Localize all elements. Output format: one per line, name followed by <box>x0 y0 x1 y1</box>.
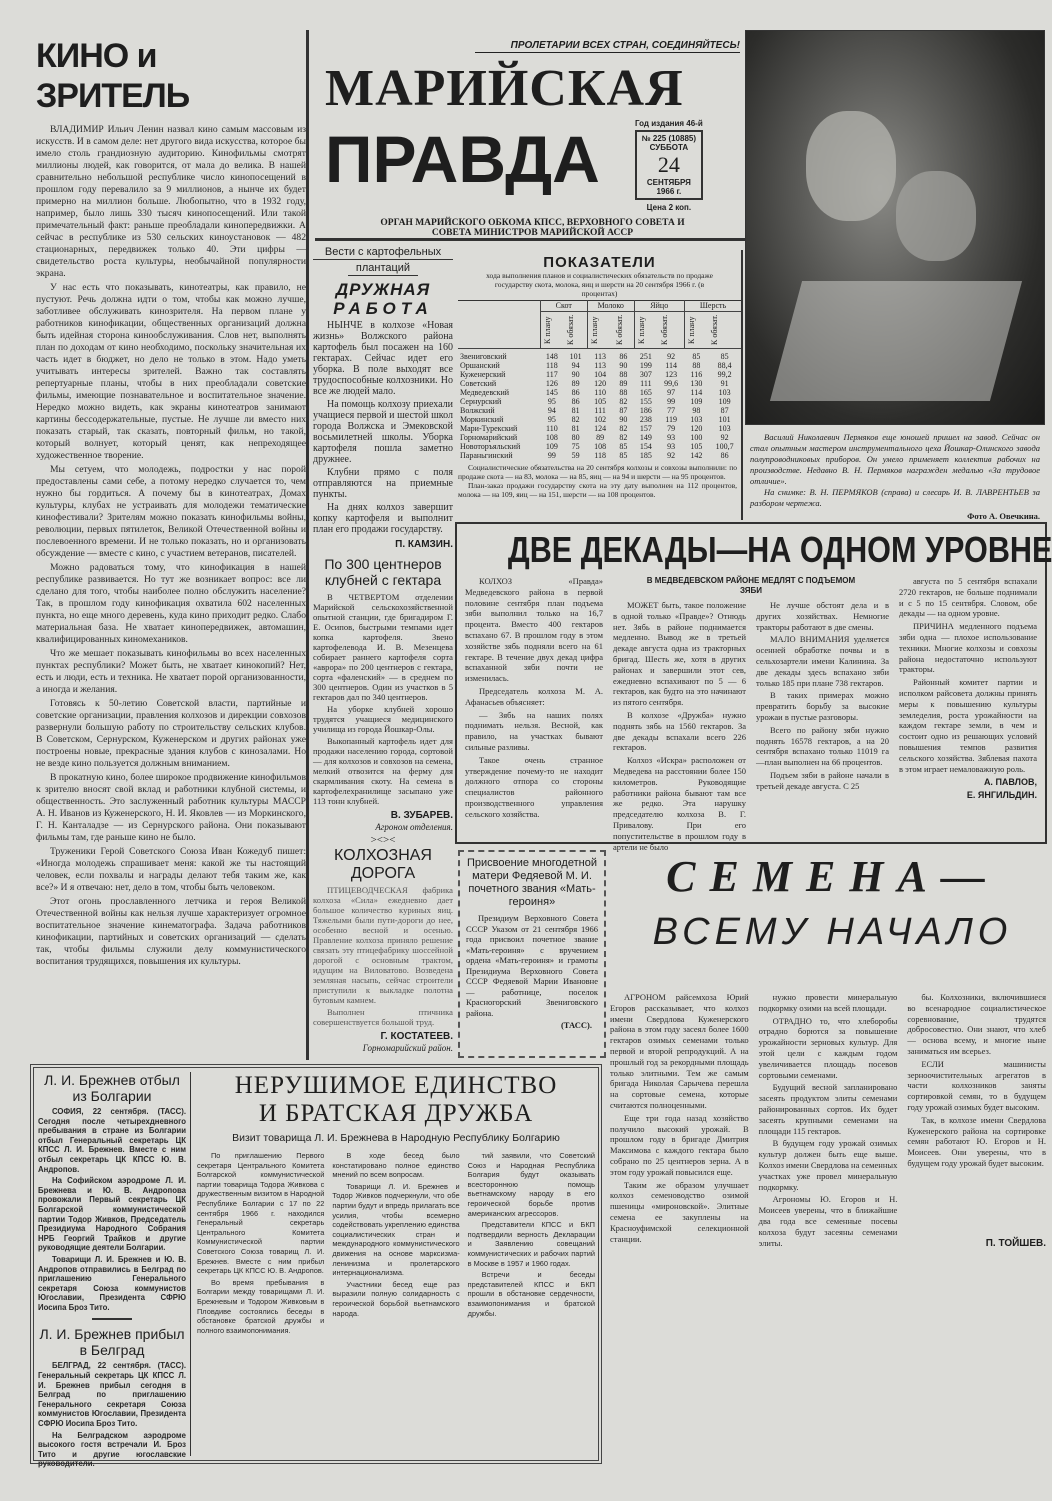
table-cell: 86 <box>571 388 580 397</box>
paragraph: Так, в колхозе имени Свердлова Куженерского района на сортировке семян работают Ю. Егоров и Н. Моисеев. Они уверены, что в будущем году урожай будет высоким. <box>907 1114 1047 1168</box>
table-row <box>458 424 741 433</box>
table-cell: 82 <box>619 397 628 406</box>
paragraph: В прокатную кино, более широкое продвижение кинофильмов к зрителю вносят свой вклад и работники клубной системы, и общественность. Это заслуженный работник культуры МАССР А. Н. Иванов из Куженерского, Н. И. Яковлев — из Моркинского, Г. Н. Канталадзе — из Сернурского района. Они показывают фильмы там, где раньше кино не было. <box>36 772 306 843</box>
table-cell: 116 <box>690 370 703 379</box>
table-cell: 251 <box>639 352 652 361</box>
table-cell: 89 <box>571 379 580 388</box>
paragraph: Что же мешает показывать кинофильмы во всех населенных пунктах республики? Может быть, не хватает кинокопий? Нет, есть и люди, есть и техника. Не хватает порой организованности, а иногда и желания. <box>36 648 306 695</box>
day: 24 <box>657 152 680 177</box>
table-cell: 157 <box>639 424 652 433</box>
semena-body <box>610 992 1046 1250</box>
table-cell: 89 <box>619 379 628 388</box>
table-cell: 118 <box>546 361 558 370</box>
author: В. ЗУБАРЕВ. <box>390 810 453 821</box>
paragraph: — Зябь на наших полях поднимать нельзя. Весной, как правило, на участках бывают сильные разливы. <box>465 709 603 752</box>
kino-headline: КИНО и ЗРИТЕЛЬ <box>36 37 190 115</box>
column <box>759 992 898 1250</box>
table-cell: 108 <box>545 433 558 442</box>
paragraph: ВЛАДИМИР Ильич Ленин назвал кино самым массовым из искусств. И в самом деле: нет другого вида искусства, которое бы имело столь грандиозную аудиторию. Кинофильмы смотрят миллионы людей, как говорится, от мала до велика. В нашей сравнительно небольшой республике число кинопосещений в прошлом году перевалило за 9 миллионов, а нынче их будет примерно на миллион больше. Любопытно, что в 1932 году, например, было лишь 330 тысяч кинопосещений. Или такой примечательный факт: раньше преобладали кинопередвижки. А сейчас в республике из 530 сельских киноустановок — 482 стационарных, передвижек только 40. Эти цифры — свидетельство роста культуры, необычайной популярности экрана. <box>36 124 306 279</box>
table-cell: 85 <box>720 352 729 361</box>
pokazateli-table <box>458 300 741 460</box>
paragraph: нужно провести минеральную подкормку озими на всей площади. <box>758 992 898 1013</box>
semena-headline <box>620 852 1045 954</box>
source: (ТАСС). <box>560 1020 592 1030</box>
district-name: Куженерский <box>460 370 506 379</box>
column-rule <box>306 30 309 1060</box>
month: СЕНТЯБРЯ <box>646 178 691 187</box>
headline: ДОРОГА <box>350 865 416 882</box>
table-cell: 91 <box>720 379 729 388</box>
table-cell: 117 <box>546 370 558 379</box>
table-subtitle: хода выполнения планов и социалистических обязательств по продаже государству скота, молока, яиц и шерсти на 20 сентября 1966 г. (в процентах) <box>486 271 713 298</box>
table-row <box>458 442 741 451</box>
paragraph: Встречи и беседы представителей КПСС и БКП прошли в обстановке сердечности, взаимопонимания и братской дружбы. <box>467 1270 595 1318</box>
paragraph: Районный комитет партии и исполком райсовета должны принять меры к повышению культуры земледелия, роста урожайности на каждом гектаре земли, в чем и состоит одно из решающих условий повышения темпов развития сельского хозяйства. Зяблевая пахота в этом играет немаловажную роль. <box>899 677 1037 774</box>
table-cell: 99,2 <box>717 370 732 379</box>
column <box>197 1151 324 1337</box>
subhead: Визит товарища Л. И. Брежнева в Народную Республику Болгарию <box>232 1132 560 1144</box>
author: А. ПАВЛОВ, <box>983 777 1037 788</box>
table-cell: 113 <box>594 352 606 361</box>
table-cell: 81 <box>571 424 580 433</box>
paragraph: Выполнен птичника совершенствуется большой труд. <box>313 1007 453 1027</box>
column-subheader: К обязат. <box>659 314 669 346</box>
district-name: Параньгинский <box>460 451 513 460</box>
table-cell: 105 <box>594 397 607 406</box>
paragraph: МОЖЕТ быть, такое положение в одной только «Правде»? Отнюдь нет. Зябь в районе поднимается медленно. Вывод же в третьей декаде августа одна из тракторных бригад. Шесть же, хотя в других районах и завершили этот сев, ежедневно вспахивают по 5 — 6 гектаров, как будто на это начинают из пятого сентября. <box>613 600 746 708</box>
paragraph: Мы сетуем, что молодежь, подростки у нас порой предоставлены сами себе, а потому нередко случается то, чем нужно бы гордиться. А почему бы в кинотеатрах, Домах культуры, клубах не устраивать для молодежи тематические кинофестивали? Зрителям можно показать кинофильмы войны, революции, первых пятилеток, Великой Отечественной войны и послевоенного времени. И не только показать, но и организовать обсуждение — вместе с кино, с участием ветеранов, писателей. <box>36 464 306 559</box>
table-cell: 99 <box>547 451 556 460</box>
headline: ДРУЖНАЯ <box>335 280 431 299</box>
district-name: Советский <box>460 379 497 388</box>
table-cell: 77 <box>667 406 676 415</box>
table-cell: 101 <box>569 352 582 361</box>
table-cell: 307 <box>639 370 652 379</box>
subhead: В МЕДВЕДЕВСКОМ РАЙОНЕ МЕДЛЯТ С ПОДЪЕМОМ ЗЯБИ <box>646 576 856 595</box>
table-cell: 86 <box>619 352 628 361</box>
masthead-organ: ОРГАН МАРИЙСКОГО ОБКОМА КПСС, ВЕРХОВНОГО СОВЕТА И СОВЕТА МИНИСТРОВ МАРИЙСКОЙ АССР <box>380 218 685 238</box>
table-cell: 82 <box>619 433 628 442</box>
table-cell: 110 <box>594 388 606 397</box>
table-cell: 111 <box>640 379 652 388</box>
table-cell: 85 <box>619 451 628 460</box>
table-cell: 98 <box>692 406 701 415</box>
table-row <box>458 349 741 362</box>
table-cell: 90 <box>619 361 628 370</box>
headline: НЕРУШИМОЕ ЕДИНСТВО <box>234 1072 558 1099</box>
table-cell: 124 <box>594 424 607 433</box>
column-rule <box>190 1072 191 1456</box>
notice-title: Присвоение многодетной матери Федяевой М. И. почетного звания «Мать-героиня» <box>467 857 597 908</box>
paragraph: КОЛХОЗ «Правда» Медведевского района в первой половине сентября план подъема зяби выполнил только на 16,7 процента. Вместо 400 гектаров вспахано 67. В прошлом году в этом хозяйстве зябь подняли всего на 61 гектаре. В течение двух декад цифра вспаханной зяби почти не изменилась. <box>465 576 603 684</box>
paragraph: БЕЛГРАД, 22 сентября. (ТАСС). Генеральный секретарь ЦК КПСС Л. И. Брежнев прибыл сегодня в Белград по приглашению Генерального секретаря Союза коммунистов Югославии, Президента СФРЮ Иосипа Броз Тито. <box>38 1361 186 1429</box>
table-cell: 118 <box>594 451 606 460</box>
table-cell: 119 <box>665 415 677 424</box>
table-row <box>458 415 741 424</box>
table-cell: 86 <box>571 397 580 406</box>
column <box>465 576 603 854</box>
price: Цена 2 коп. <box>646 203 692 212</box>
pokazateli-table-block <box>458 250 743 520</box>
paragraph: Колхоз «Искра» расположен от Медведева на расстоянии более 150 километров. Руководящие работники района бывают там все же редко. Эта нарушку председателю колхоза В. Г. Привалову. При его попустительстве в прошлом году в артели не было <box>613 755 746 852</box>
divider <box>92 1318 132 1320</box>
paragraph: В ходе бесед было констатировано полное единство мнений по всем вопросам. <box>332 1151 460 1180</box>
paragraph: Таким же образом улучшает колхоз семеноводство озимой пшеницы «мироновской». Элитные семена ее закуплены на Красноуфимской селекционной станции. <box>610 1179 749 1244</box>
table-cell: 88,4 <box>717 361 732 370</box>
table-row <box>458 406 741 415</box>
photo-caption <box>750 432 1040 522</box>
paragraph: На Софийском аэродроме Л. И. Брежнева и Ю. В. Андропова провожали Первый секретарь ЦК Болгарской коммунистической партии Тодор Живков, Председатель Президиума Народного Собрания НРБ Георгий Трайков и другие руководящие деятели Болгарии. <box>38 1176 186 1253</box>
paragraph: На днях колхоз завершит копку картофеля и выполнит план его продажи государству. <box>313 502 453 535</box>
paragraph: ПТИЦЕВОДЧЕСКАЯ фабрика колхоза «Сила» ежедневно дает большое количество куриных яиц. Тяжелыми были пути-дороги до нее, особенно весной и осенью. Правление колхоза приняло решение связать эту птицефабрику шоссейной дорогой с основным трактом, идущим на Виловатово. Возведена земляная насыпь, сейчас строители приступили к выкладке полотна бутовым камнем. <box>313 885 453 1005</box>
table-cell: 92 <box>667 352 676 361</box>
photo-credit: Фото А. Овечкина. <box>967 511 1040 521</box>
author: Е. ЯНГИЛЬДИН. <box>966 790 1037 801</box>
table-cell: 149 <box>639 433 652 442</box>
paragraph: Будущий весной запланировано засеять продуктом элиты семенами районированных сортов. Их будет засеять крупными семенами на площади 115 гектаров. <box>758 1082 898 1136</box>
table-cell: 85 <box>692 352 701 361</box>
table-cell: 92 <box>720 433 729 442</box>
table-cell: 85 <box>619 442 628 451</box>
table-cell: 114 <box>690 388 703 397</box>
district-name: Оршанский <box>460 361 500 370</box>
table-cell: 109 <box>690 397 703 406</box>
paragraph: Председатель колхоза М. А. Афанасьев объясняет: <box>465 685 603 707</box>
masthead-slogan: ПРОЛЕТАРИИ ВСЕХ СТРАН, СОЕДИНЯЙТЕСЬ! <box>475 40 740 53</box>
headline: РАБОТА <box>333 299 433 318</box>
paragraph: Такое очень странное утверждение почему-то не находит должного отпора со стороны специалистов районного производственного управления сельского хозяйства. <box>465 754 603 819</box>
column-subheader: К плану <box>590 316 600 344</box>
paragraph: На уборке клубней хорошо трудятся учащиеся медицинского училища из города Йошкар-Олы. <box>313 704 453 734</box>
paragraph: ОТРАДНО то, что хлеборобы отрадно борются за повышение урожайности зерновых культур. Для этой цели с каждым годом увеличивается площадь посевов сортовыми семенами. <box>758 1015 898 1080</box>
district-name: Волжский <box>460 406 495 415</box>
paragraph: Этот огонь прославленного летчика и героя Великой Отечественной войны как нельзя лучше характеризует огромное воспитательное значение кинематографа. Задача работников кинофикации, партийных и советских организаций — сделать так, чтобы фильмы служили делу коммунистического воспитания трудящихся, повышения их культуры. <box>36 896 306 967</box>
masthead-title-2: ПРАВДА <box>325 122 600 196</box>
headline: По 300 центнеров клубней с гектара <box>324 556 442 588</box>
district-name: Звениговский <box>460 352 507 361</box>
paragraph: Клубни прямо с поля отправляются на приемные пункты. <box>313 467 453 500</box>
news-body <box>38 1361 186 1469</box>
paragraph: СОФИЯ, 22 сентября. (ТАСС). Сегодня после четырехдневного пребывания в стране из Болгарии отбыл Генеральный секретарь ЦК КПСС Л. И. Брежнев. Вместе с ним отбыл секретарь ЦК КПСС Ю. В. Андропов. <box>38 1107 186 1174</box>
table-cell: 99 <box>667 397 676 406</box>
column <box>610 992 749 1250</box>
table-cell: 88 <box>619 370 628 379</box>
table-cell: 103 <box>718 424 731 433</box>
paragraph: На помощь колхозу приехали учащиеся первой и шестой школ города Волжска и Эмековской восьмилетней школы. Уборка картофеля пошла заметно дружнее. <box>313 399 453 465</box>
headline: Л. И. Брежнев прибыл в Белград <box>39 1326 185 1359</box>
table-cell: 82 <box>571 415 580 424</box>
paragraph: Участники бесед еще раз выразили полную солидарность с героической борьбой вьетнамского народа. <box>332 1279 460 1318</box>
table-cell: 199 <box>639 361 652 370</box>
district-name: Горномарийский <box>460 433 518 442</box>
ornament-icon: ><>< <box>370 834 396 846</box>
table-cell: 126 <box>545 379 558 388</box>
table-cell: 186 <box>639 406 652 415</box>
column <box>468 1151 595 1337</box>
notice-text: Президиум Верховного Совета СССР Указом от 21 сентября 1966 года присвоил почетное звание «Мать-героиня» с вручением ордена «Мать-героиня» и грамоты Президиума Верховного Совета СССР Федяевой Марии Ивановне — работнице, поселок Красногорский Звениговского района. <box>466 913 598 1018</box>
table-cell: 130 <box>690 379 703 388</box>
table-cell: 59 <box>571 451 580 460</box>
kino-article <box>36 36 306 970</box>
table-row <box>458 370 741 379</box>
kino-body <box>36 124 306 968</box>
table-cell: 81 <box>571 406 580 415</box>
table-cell: 165 <box>639 388 652 397</box>
table-row <box>458 451 741 460</box>
column <box>907 992 1046 1234</box>
paragraph: По приглашению Первого секретаря Центрального Комитета Болгарской коммунистической партии товарища Тодора Живкова с дружественным визитом в Народной Республике Болгарии с 17 по 22 сентября 1966 г. находился Генеральный секретарь Центрального Комитета Коммунистической партии Советского Союза товарищ Л. И. Брежнев. Вместе с ним прибыл секретарь ЦК КПСС Ю. В. Андропов. <box>197 1151 325 1276</box>
table-cell: 80 <box>571 433 580 442</box>
column-subheader: К плану <box>687 316 696 344</box>
table-cell: 109 <box>545 442 558 451</box>
table-cell: 120 <box>594 379 607 388</box>
district-name: Новоторъяльский <box>460 442 521 451</box>
table-cell: 86 <box>720 451 729 460</box>
column-group-header: Шерсть <box>685 301 742 312</box>
table-cell: 148 <box>545 352 558 361</box>
caption-on-picture: На снимке: В. Н. ПЕРМЯКОВ (справа) и слесарь И. В. ЛАВРЕНТЬЕВ за разбором чертежа. <box>750 487 1040 508</box>
district-name: Медведевский <box>460 388 510 397</box>
table-cell: 97 <box>667 388 676 397</box>
article-body <box>313 592 453 806</box>
table-row <box>458 388 741 397</box>
table-cell: 88 <box>619 388 628 397</box>
paragraph: Агрономы Ю. Егоров и Н. Моисеев уверены, что в ближайшие два года все семенные посевы колхоза будут засеяны семенами элиты. <box>758 1194 898 1248</box>
table-cell: 123 <box>665 370 678 379</box>
masthead-title-1: МАРИЙСКАЯ <box>325 60 684 117</box>
headline: СЕМЕНА— <box>666 852 999 901</box>
issue-box <box>635 130 703 200</box>
year-date: 1966 г. <box>656 187 682 196</box>
table-cell: 100,7 <box>715 442 734 451</box>
table-cell: 154 <box>639 442 652 451</box>
paragraph: Представители КПСС и БКП подтвердили верность Декларации и Заявлению совещаний коммунистических и рабочих партий в Москве в 1957 и 1960 годах. <box>467 1220 595 1268</box>
table-cell: 92 <box>667 451 676 460</box>
table-cell: 87 <box>619 406 628 415</box>
paragraph: Во время пребывания в Болгарии между товарищами Л. И. Брежневым и Тодором Живковым в Пловдиве состоялись беседы в обстановке братской дружбы и полного взаимопонимания. <box>197 1277 325 1335</box>
table-cell: 101 <box>718 415 731 424</box>
paragraph: ЕСЛИ машинисты зерноочистительных агрегатов в части колхозников заняты сортировкой семян, то в будущем году урожай озимых будет высоким. <box>907 1058 1047 1112</box>
district-name: Моркинский <box>460 415 504 424</box>
table-cell: 103 <box>718 388 731 397</box>
table-cell: 113 <box>594 361 606 370</box>
table-row <box>458 433 741 442</box>
table-cell: 95 <box>547 397 556 406</box>
headline: И БРАТСКАЯ ДРУЖБА <box>258 1100 534 1127</box>
paragraph: На Белградском аэродроме высокого гостя встречали И. Броз Тито и другие югославские руководители. <box>38 1430 186 1469</box>
issue-number: № 225 (10885) <box>641 134 697 143</box>
brezhnev-side-news <box>38 1072 186 1471</box>
headline: ВСЕМУ НАЧАЛО <box>652 911 1013 953</box>
district-name: Мари-Турекский <box>460 424 518 433</box>
district-name: Сернурский <box>460 397 502 406</box>
paragraph: Можно радоваться тому, что кинофикация в нашей республике развивается. Но тут же возникает вопрос: все ли сделано для того, чтобы наиболее полно обслужить население? Так, в прошлом году кинофикация охватила 602 населенных пункта, но еще много деревень, куда кино приходит редко. Слабо материальная база. Не хватает кинопередвижек, автомашин, квалифицированных киномехаников. <box>36 562 306 645</box>
table-cell: 89 <box>596 433 605 442</box>
table-cell: 105 <box>690 442 703 451</box>
table-cell: 114 <box>665 361 677 370</box>
column <box>613 600 746 854</box>
table-cell: 88 <box>692 361 701 370</box>
paragraph: Не лучше обстоят дела и в других хозяйствах. Немногие тракторы работают в две смены. <box>756 600 889 632</box>
table-cell: 95 <box>547 415 556 424</box>
column-subheader: К обязат. <box>614 314 624 346</box>
headline: Л. И. Брежнев отбыл из Болгарии <box>44 1072 180 1104</box>
paragraph: НЫНЧЕ в колхозе «Новая жизнь» Волжского района картофель был посажен на 160 гектарах. Сейчас идет его уборка. В поле выходят все трудоспособные колхозники. Но все же людей мало. <box>313 320 453 397</box>
masthead <box>325 40 740 238</box>
table-cell: 185 <box>639 451 652 460</box>
table-cell: 111 <box>594 406 606 415</box>
column <box>756 600 889 854</box>
table-cell: 109 <box>718 397 731 406</box>
table-cell: 108 <box>594 442 607 451</box>
table-row <box>458 379 741 388</box>
table-row <box>458 361 741 370</box>
rubric: Вести с картофельных <box>313 246 453 260</box>
author: П. ТОЙШЕВ. <box>985 1238 1047 1250</box>
column-group-header: Яйцо <box>634 301 685 312</box>
table-cell: 120 <box>690 424 703 433</box>
table-cell: 100 <box>690 433 703 442</box>
table-cell: 93 <box>667 433 676 442</box>
table-cell: 79 <box>667 424 676 433</box>
column-subheader: К обязат. <box>565 314 575 346</box>
column-subheader: К плану <box>542 316 552 344</box>
table-note: Социалистические обязательства на 20 сентября колхозы и совхозы выполнили: по продаже скота — на 83, молока — на 85, яиц — на 94 и шерсти — на 95 процентов. <box>458 463 737 481</box>
headline: КОЛХОЗНАЯ <box>334 847 432 864</box>
paragraph: В колхозе «Дружба» нужно поднять зябь на 1560 гектаров. За две декады вспахали всего 226 гектаров. <box>613 709 746 753</box>
column-group-header: Молоко <box>588 301 634 312</box>
photo <box>745 30 1045 425</box>
table-cell: 94 <box>571 361 580 370</box>
table-cell: 94 <box>547 406 556 415</box>
table-cell: 142 <box>690 451 703 460</box>
article-body <box>313 320 453 535</box>
table-cell: 87 <box>720 406 729 415</box>
paragraph: АГРОНОМ райсемхоза Юрий Егоров рассказывает, что колхоз имени Свердлова Куженерского района в этом году засеял более 1600 гектаров озимых семенами только первой и второй репродукций. А на прошлый год за рекордными площадь только элитными. Тем же самым бригада Николая Сарычева перешла на сортовые семена, которые считаются полноценными. <box>610 992 749 1110</box>
paragraph: ПРИЧИНА медленного подъема зяби одна — плохое использование техники. Многие колхозы и совхозы района недостаточно используют тракторы. <box>899 621 1037 675</box>
author: П. КАМЗИН. <box>395 539 453 550</box>
table-cell: 82 <box>619 424 628 433</box>
dve-dekady-article <box>455 522 1052 852</box>
column-subheader: К плану <box>636 316 646 344</box>
table-note: План-заказ продажи государству скота на эту дату выполнен на 112 процентов, молока — на 109, яиц — на 151, шерсти — на 108 процентов. <box>458 481 737 499</box>
column <box>899 576 1037 774</box>
table-cell: 102 <box>594 415 607 424</box>
paragraph: августа по 5 сентября вспахали 2720 гектаров, не больше поднимали и с 5 по 15 сентября. Словом, обе декады — на одном уровне. <box>899 576 1037 619</box>
table-cell: 93 <box>667 442 676 451</box>
table-cell: 75 <box>571 442 580 451</box>
paragraph: В ЧЕТВЕРТОМ отделении Марийской сельскохозяйственной опытной станции, где бригадиром Г. Е. Осипов, быстрыми темпами идет копка картофеля. Звено картофелевода И. В. Мезенцева собирает раннего картофеля сорта «аврора» по 200 центнеров с гектара, сорта «фаленский» — в среднем по 300 центнеров. Один из участков в 5 гектаров дал по 340 центнеров. <box>313 592 453 702</box>
table-cell: 145 <box>545 388 558 397</box>
headline: ДВЕ ДЕКАДЫ—НА ОДНОМ УРОВНЕ <box>507 529 1052 570</box>
mat-geroinya-notice <box>458 850 606 1058</box>
paragraph: В будущем году урожай озимых культур должен быть еще выше. Колхоз имени Свердлова на семенных участках уже провел минеральную подкормку. <box>758 1138 898 1192</box>
masthead-rule <box>315 238 745 241</box>
table-cell: 90 <box>619 415 628 424</box>
paragraph: Труженики Герой Советского Союза Иван Кожедуб пишет: «Иногда молодежь спрашивает меня: какой же ты настоящий человек, если похвалы и награды делают тебя таким же, как все?» И я отвечаю: нет, дело в том, чтобы быть человеком. <box>36 846 306 893</box>
paragraph: Товарищи Л. И. Брежнев и Тодор Живков подчеркнули, что обе партии будут и впредь прилагать все усилия, чтобы всемерно содействовать укреплению единства социалистических стран и международного коммунистического движения на основе марксизма-ленинизма и пролетарского интернационализма. <box>332 1181 460 1278</box>
article-body <box>313 885 453 1027</box>
paragraph: Еще три года назад хозяйство получило высокий урожай. В прошлом году в бригаде Дмитрия Максимова с каждого гектара было собрано по 25 центнеров зерна. А в этом году урожай повысился еще. <box>610 1112 749 1177</box>
news-body <box>38 1107 186 1312</box>
weekday: СУББОТА <box>649 143 689 152</box>
paragraph: Выкопанный картофель идет для продажи населению города, сортовой — для колхозов и совхозов на семена, мелкий отвозится на ферму для скармливания скоту. На семена в картофелехранилище засыпано уже 113 тонн клубней. <box>313 736 453 806</box>
paragraph: бы. Колхозники, включившиеся во всенародное социалистическое соревнование, трудятся добросовестно. Они знают, что хлеб — основа всему, и многие ныне заниматься им всерьез. <box>907 992 1047 1056</box>
paragraph: тий заявили, что Советский Союз и Народная Республика Болгария будут оказывать всестороннюю помощь вьетнамскому народу в его героической борьбе против американских агрессоров. <box>467 1151 595 1218</box>
table-cell: 99,6 <box>664 379 679 388</box>
paragraph: В таких примерах можно превратить борьбу за высокие урожаи в пустые разговоры. <box>756 690 889 722</box>
paragraph: Подъем зяби в районе начали в третьей декаде августа. С 25 <box>756 769 889 791</box>
table-cell: 155 <box>639 397 652 406</box>
table-cell: 90 <box>571 370 580 379</box>
potato-news <box>313 246 453 1054</box>
brezhnev-main-article <box>197 1072 595 1337</box>
table-cell: 104 <box>594 370 607 379</box>
table-cell: 103 <box>690 415 703 424</box>
table-row <box>458 397 741 406</box>
author-role: Горномарийский район. <box>362 1043 453 1053</box>
paragraph: МАЛО ВНИМАНИЯ уделяется осенней обработке почвы и в сельхозартели имени Калинина. За две декады здесь вспахано зяби только 185 при плане 738 гектаров. <box>756 634 889 688</box>
paragraph: Товарищи Л. И. Брежнев и Ю. В. Андропов отправились в Белград по приглашению Генерального секретаря Союза коммунистов Югославии, Президента СФРЮ Иосипа Броз Тито. <box>38 1254 186 1312</box>
paragraph: Готовясь к 50-летию Советской власти, партийные и советские организации, правления колхозов и дирекции совхозов развернули большую работу по строительству сельских клубов. В Советском, Сернурском, Куженерском и других районах уже построены новые, прекрасные здания клубов с кинозалами. Но не везде кино пользуется должным вниманием. <box>36 698 306 769</box>
caption-text: Василий Николаевич Пермяков еще юношей пришел на завод. Сейчас он стал опытным мастером инструментального цеха Йошкар-Олинского завода полупроводниковых приборов. Он умело применяет коллектив рабочих на производстве. Недавно В. Н. Пермяков награжден медалью «За трудовое отличие». <box>750 432 1040 486</box>
column-group-header: Скот <box>540 301 588 312</box>
year-of-publication: Год издания 46-й <box>635 119 703 128</box>
table-title: ПОКАЗАТЕЛИ <box>543 254 656 271</box>
rubric-2: плантаций <box>348 262 418 276</box>
table-cell: 110 <box>546 424 558 433</box>
paragraph: Всего по району зяби нужно поднять 16578 гектаров, а на 20 сентября вспахано только 11019 га—план выполнен на 66 процентов. <box>756 724 889 768</box>
table-cell: 238 <box>639 415 652 424</box>
author-role: Агроном отделения. <box>375 822 453 832</box>
column <box>332 1151 459 1337</box>
paragraph: У нас есть что показывать, кинотеатры, как правило, не пустуют. Речь должна идти о том, чтобы как можно лучше, заботливее обслуживать кинозрителя. На первом плане у работников кинофикации, общественных организаций должна быть идейная сторона кинообслуживания. Слов нет, выполнять план по доходам от кино необходимо, поскольку значительная их часть идет в бюджет, но дело не только в этом. Надо уметь учитывать интересы зрителей. Важно так составлять репертуарные планы, чтобы в них преобладали советские фильмы, имеющие познавательное и воспитательное значение. Нередко можно видеть, как экраны кинотеатров занимают картины бессодержательные, пустые. Не лучше ли вместо них показать старый, так сказать, повторный фильм, но такой, который волнует, который ценят, как непреходящее художественное творение. <box>36 282 306 461</box>
column-subheader: К обязат. <box>710 314 720 346</box>
author: Г. КОСТАТЕЕВ. <box>380 1031 453 1042</box>
